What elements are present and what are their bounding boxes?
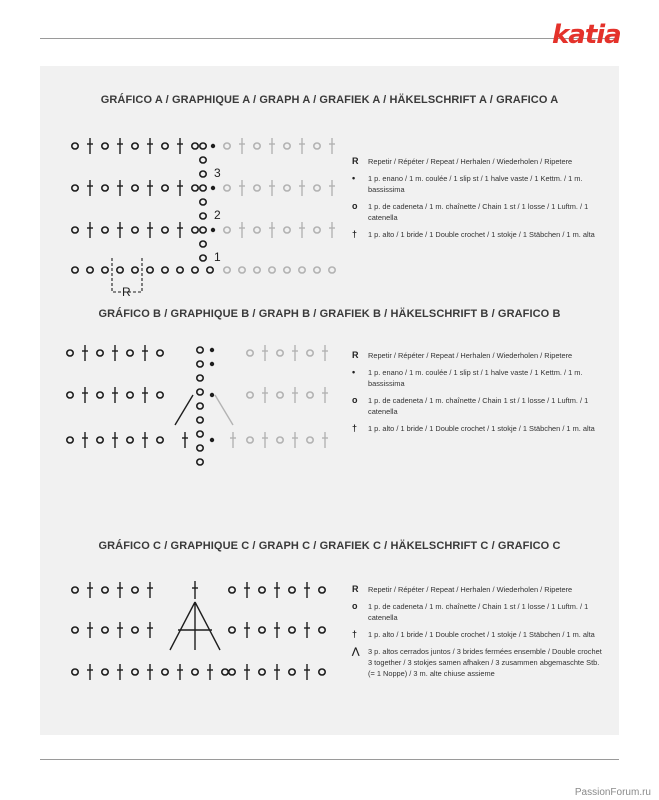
chain-stitch: [102, 669, 108, 675]
chain-stitch: [329, 267, 335, 273]
chain-stitch: [157, 350, 163, 356]
row-number: 1: [214, 250, 221, 264]
chain-stitch: [132, 185, 138, 191]
chain-stitch: [207, 267, 213, 273]
chain-stitch: [132, 627, 138, 633]
repeat-icon: R: [352, 156, 359, 166]
legend-text: 1 p. alto / 1 bride / 1 Double crochet / 1 stokje / 1 Stäbchen / 1 m. alta: [368, 424, 595, 433]
chain-icon: o: [352, 395, 358, 405]
chain-stitch: [102, 143, 108, 149]
chain-stitch: [200, 185, 206, 191]
double-crochet-icon: †: [352, 229, 358, 239]
legend-text: 1 p. de cadeneta / 1 m. chaînette / Chain 1 st / 1 losse / 1 Luftm. / 1 catenella: [368, 602, 589, 622]
chain-stitch: [67, 350, 73, 356]
chain-stitch: [197, 445, 203, 451]
chain-stitch: [97, 437, 103, 443]
chain-stitch: [197, 389, 203, 395]
chain-stitch: [314, 267, 320, 273]
slip-stitch-icon: •: [352, 367, 356, 377]
chain-stitch: [284, 185, 290, 191]
cluster-stitch: [170, 602, 220, 650]
double-crochet-icon: †: [352, 423, 358, 433]
chain-stitch: [197, 375, 203, 381]
chain-stitch: [72, 143, 78, 149]
chain-stitch: [229, 627, 235, 633]
chain-stitch: [132, 267, 138, 273]
chain-stitch: [117, 267, 123, 273]
chain-stitch: [197, 403, 203, 409]
chain-stitch: [197, 431, 203, 437]
slip-stitch: [210, 348, 214, 352]
chain-stitch: [229, 587, 235, 593]
watermark: PassionForum.ru: [574, 787, 651, 798]
chain-stitch: [87, 267, 93, 273]
chain-stitch: [72, 227, 78, 233]
chain-stitch: [132, 587, 138, 593]
chain-stitch: [307, 350, 313, 356]
graph-a-title: GRÁFICO A / GRAPHIQUE A / GRAPH A / GRAFIEK A / HÄKELSCHRIFT A / GRAFICO A: [100, 94, 559, 106]
chain-stitch: [254, 143, 260, 149]
chain-icon: o: [352, 201, 358, 211]
chain-stitch: [269, 267, 275, 273]
chain-stitch: [192, 669, 198, 675]
chain-stitch: [72, 185, 78, 191]
chain-stitch: [132, 227, 138, 233]
chain-stitch: [319, 669, 325, 675]
chain-stitch: [157, 392, 163, 398]
legend-text: 1 p. de cadeneta / 1 m. chaînette / Chain 1 st / 1 losse / 1 Luftm. / 1 catenella: [368, 202, 589, 222]
diagonal-stitch: [175, 395, 193, 425]
katia-logo: katia: [552, 20, 621, 50]
legend-text: 1 p. enano / 1 m. coulée / 1 slip st / 1 halve vaste / 1 Kettm. / 1 m. bassissima: [368, 174, 583, 194]
chain-stitch: [200, 241, 206, 247]
chain-stitch: [177, 267, 183, 273]
slip-stitch: [210, 438, 214, 442]
chain-stitch: [314, 185, 320, 191]
chain-stitch: [284, 227, 290, 233]
chain-stitch: [289, 587, 295, 593]
chain-stitch: [132, 143, 138, 149]
slip-stitch: [210, 362, 214, 366]
chain-stitch: [132, 669, 138, 675]
chain-stitch: [97, 350, 103, 356]
chain-stitch: [224, 267, 230, 273]
legend-text: 3 p. altos cerrados juntos / 3 brides fermées ensemble / Double crochet 3 together / 3 stokjes samen afhaken / 3 zusammen abgemaschte Stb. (= 1 Noppe) / 3 m. alte chiuse assieme: [368, 647, 602, 678]
chain-stitch: [289, 669, 295, 675]
repeat-icon: R: [352, 350, 359, 360]
chain-stitch: [67, 392, 73, 398]
chain-stitch: [247, 350, 253, 356]
chain-stitch: [162, 227, 168, 233]
chain-stitch: [200, 171, 206, 177]
slip-stitch: [211, 228, 215, 232]
chain-stitch: [277, 437, 283, 443]
chain-stitch: [319, 627, 325, 633]
chain-stitch: [200, 213, 206, 219]
chain-stitch: [259, 587, 265, 593]
chain-stitch: [229, 669, 235, 675]
chain-stitch: [72, 587, 78, 593]
chain-stitch: [200, 143, 206, 149]
row-number: 2: [214, 208, 221, 222]
slip-stitch: [211, 186, 215, 190]
chain-stitch: [314, 143, 320, 149]
row-number: 3: [214, 166, 221, 180]
chain-stitch: [307, 392, 313, 398]
chain-stitch: [157, 437, 163, 443]
chain-stitch: [224, 185, 230, 191]
slip-stitch: [210, 393, 214, 397]
chain-stitch: [127, 437, 133, 443]
chain-stitch: [102, 185, 108, 191]
legend-text: 1 p. alto / 1 bride / 1 Double crochet / 1 stokje / 1 Stäbchen / 1 m. alta: [368, 630, 595, 639]
chain-stitch: [247, 437, 253, 443]
chain-stitch: [277, 350, 283, 356]
legend-text: 1 p. enano / 1 m. coulée / 1 slip st / 1 halve vaste / 1 Kettm. / 1 m. bassissima: [368, 368, 583, 388]
chain-stitch: [162, 143, 168, 149]
chain-stitch: [197, 417, 203, 423]
graph-c-title: GRÁFICO C / GRAPHIQUE C / GRAPH C / GRAFIEK C / HÄKELSCHRIFT C / GRAFICO C: [98, 540, 561, 552]
legend-text: Repetir / Répéter / Repeat / Herhalen / Wiederholen / Ripetere: [368, 585, 573, 594]
graph-b-title: GRÁFICO B / GRAPHIQUE B / GRAPH B / GRAFIEK B / HÄKELSCHRIFT B / GRAFICO B: [98, 308, 561, 320]
chain-stitch: [307, 437, 313, 443]
chain-stitch: [197, 459, 203, 465]
chain-stitch: [224, 143, 230, 149]
chain-stitch: [259, 669, 265, 675]
chain-stitch: [200, 227, 206, 233]
diagonal-stitch: [215, 395, 233, 425]
legend-text: 1 p. alto / 1 bride / 1 Double crochet / 1 stokje / 1 Stäbchen / 1 m. alta: [368, 230, 595, 239]
chain-stitch: [289, 627, 295, 633]
chain-stitch: [72, 669, 78, 675]
cluster-icon: ⋀: [352, 646, 360, 656]
chain-icon: o: [352, 601, 358, 611]
chain-stitch: [127, 392, 133, 398]
chain-stitch: [314, 227, 320, 233]
chain-stitch: [284, 143, 290, 149]
chain-stitch: [222, 669, 228, 675]
slip-stitch-icon: •: [352, 173, 356, 183]
chain-stitch: [254, 227, 260, 233]
slip-stitch: [211, 144, 215, 148]
chain-stitch: [200, 157, 206, 163]
chain-stitch: [162, 669, 168, 675]
chain-stitch: [127, 350, 133, 356]
chain-stitch: [67, 437, 73, 443]
chain-stitch: [102, 267, 108, 273]
chain-stitch: [197, 347, 203, 353]
chain-stitch: [102, 627, 108, 633]
legend-text: Repetir / Répéter / Repeat / Herhalen / Wiederholen / Ripetere: [368, 157, 573, 166]
bottom-rule: [40, 759, 619, 760]
chain-stitch: [259, 627, 265, 633]
chain-stitch: [277, 392, 283, 398]
chain-stitch: [254, 267, 260, 273]
repeat-icon: R: [352, 584, 359, 594]
chain-stitch: [299, 267, 305, 273]
double-crochet-icon: †: [352, 629, 358, 639]
repeat-label: R: [122, 285, 131, 299]
chain-stitch: [247, 392, 253, 398]
chain-stitch: [200, 199, 206, 205]
chain-stitch: [102, 227, 108, 233]
chain-stitch: [102, 587, 108, 593]
legend-text: Repetir / Répéter / Repeat / Herhalen / Wiederholen / Ripetere: [368, 351, 573, 360]
chain-stitch: [319, 587, 325, 593]
chain-stitch: [162, 185, 168, 191]
chain-stitch: [192, 143, 198, 149]
chain-stitch: [192, 227, 198, 233]
chain-stitch: [72, 627, 78, 633]
legend-text: 1 p. de cadeneta / 1 m. chaînette / Chain 1 st / 1 losse / 1 Luftm. / 1 catenella: [368, 396, 589, 416]
chain-stitch: [254, 185, 260, 191]
chain-stitch: [197, 361, 203, 367]
chain-stitch: [224, 227, 230, 233]
chain-stitch: [192, 185, 198, 191]
chain-stitch: [200, 255, 206, 261]
chain-stitch: [147, 267, 153, 273]
chain-stitch: [192, 267, 198, 273]
chain-stitch: [162, 267, 168, 273]
chain-stitch: [239, 267, 245, 273]
chain-stitch: [284, 267, 290, 273]
chain-stitch: [97, 392, 103, 398]
chain-stitch: [72, 267, 78, 273]
